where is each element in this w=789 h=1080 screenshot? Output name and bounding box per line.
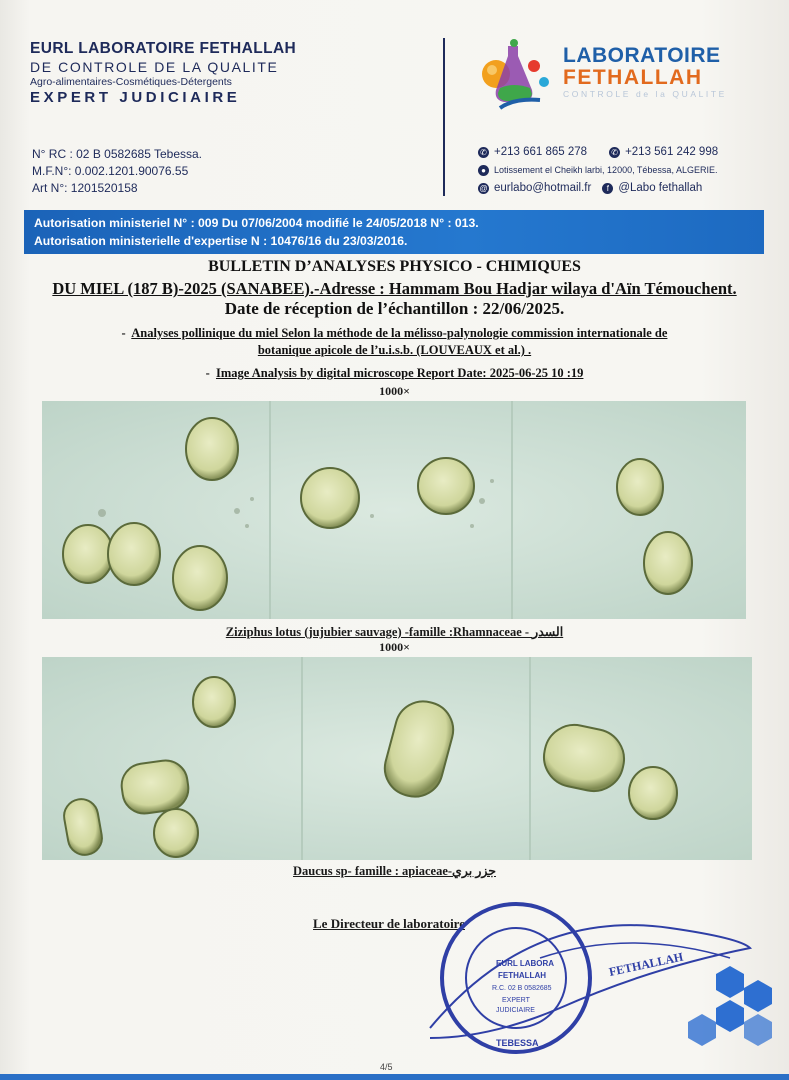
reception-date: Date de réception de l’échantillon : 22/06/2025. (224, 299, 565, 318)
svg-text:FETHALLAH: FETHALLAH (498, 971, 546, 980)
phone-2: +213 561 242 998 (625, 146, 719, 158)
company-ids (32, 146, 202, 197)
svg-text:JUDICIAIRE: JUDICIAIRE (496, 1007, 535, 1014)
footer-band (0, 1074, 789, 1080)
svg-text:TEBESSA: TEBESSA (496, 1038, 539, 1048)
online-row (478, 179, 718, 197)
authorization-line2: Autorisation ministerielle d'expertise N : 10476/16 du 23/03/2016. (34, 234, 408, 248)
svg-text:R.C. 02 B 0582685: R.C. 02 B 0582685 (492, 985, 552, 992)
svg-text:FETHALLAH: FETHALLAH (607, 949, 685, 979)
analysis-method: - Analyses pollinique du miel Selon la méthode de la mélisso-palynologie commission internationale de botanique apicole de l’u.i.s.b. (LOUVEAUX et al.) . (121, 326, 668, 357)
figure1-magnification: 1000× (379, 384, 410, 398)
facebook-text: @Labo fethallah (618, 182, 703, 194)
figure1-micrograph (42, 401, 746, 619)
analysis-line1: Analyses pollinique du miel Selon la méthode de la mélisso-palynologie commission internationale de (131, 326, 668, 340)
logo-line1: LABORATOIRE (563, 44, 721, 67)
logo-line2: FETHALLAH (563, 66, 703, 89)
whatsapp-icon: ✆ (609, 147, 620, 158)
address-text: Lotissement el Cheikh larbi, 12000, Tébessa, ALGERIE. (494, 165, 718, 175)
address-row (478, 161, 718, 179)
company-subtitle: DE CONTROLE DE LA QUALITE (30, 59, 279, 75)
figure2-caption: Daucus sp- famille : apiaceae-جزر بري (293, 864, 496, 878)
facebook-icon: f (602, 183, 613, 194)
bulletin-subtitle: DU MIEL (187 B)-2025 (SANABEE).-Adresse : Hammam Bou Hadjar wilaya d'Aïn Témouchent. (52, 279, 737, 298)
phone-icon: ✆ (478, 147, 489, 158)
authorization-band (24, 210, 764, 254)
figure2-magnification: 1000× (379, 640, 410, 654)
phone-1: +213 661 865 278 (494, 146, 588, 158)
flask-logo-icon (474, 38, 560, 110)
email-icon: @ (479, 183, 488, 193)
email-text: eurlabo@hotmail.fr (494, 182, 592, 194)
phone-row (478, 143, 718, 161)
page-number: 4/5 (380, 1062, 393, 1072)
art-number: Art N°: 1201520158 (32, 181, 138, 195)
logo-line3: CONTROLE de la QUALITE (563, 89, 727, 99)
bulletin-title: BULLETIN D’ANALYSES PHYSICO - CHIMIQUES (208, 258, 581, 275)
mf-number: M.F.N°: 0.002.1201.90076.55 (32, 164, 189, 178)
laboratory-stamp-icon (410, 888, 780, 1063)
company-scope: Agro-alimentaires-Cosmétiques-Détergents (30, 76, 232, 88)
analysis-line2: botanique apicole de l’u.i.s.b. (LOUVEAUX et al.) . (257, 343, 532, 357)
svg-text:EURL LABORA: EURL LABORA (496, 959, 555, 968)
figure1-caption: Ziziphus lotus (jujubier sauvage) -famille :Rhamnaceae - السدر (225, 625, 564, 639)
logo-text (563, 44, 727, 99)
contact-block (478, 143, 718, 197)
image-analysis-text: Image Analysis by digital microscope Report Date: 2025-06-25 10 :19 (215, 366, 584, 380)
figure2-micrograph (42, 657, 752, 860)
authorization-line1: Autorisation ministeriel N° : 009 Du 07/06/2004 modifié le 24/05/2018 N° : 013. (34, 216, 479, 230)
company-name: EURL LABORATOIRE FETHALLAH (30, 40, 297, 57)
rc-number: N° RC : 02 B 0582685 Tebessa. (32, 147, 203, 161)
header-divider (443, 38, 445, 196)
image-analysis: - Image Analysis by digital microscope Report Date: 2025-06-25 10 :19 (205, 366, 584, 380)
svg-text:EXPERT: EXPERT (502, 997, 530, 1004)
location-icon: ● (478, 165, 489, 176)
director-signature-label: Le Directeur de laboratoire (313, 916, 465, 931)
company-block (30, 40, 430, 106)
company-expert: EXPERT JUDICIAIRE (30, 89, 241, 106)
